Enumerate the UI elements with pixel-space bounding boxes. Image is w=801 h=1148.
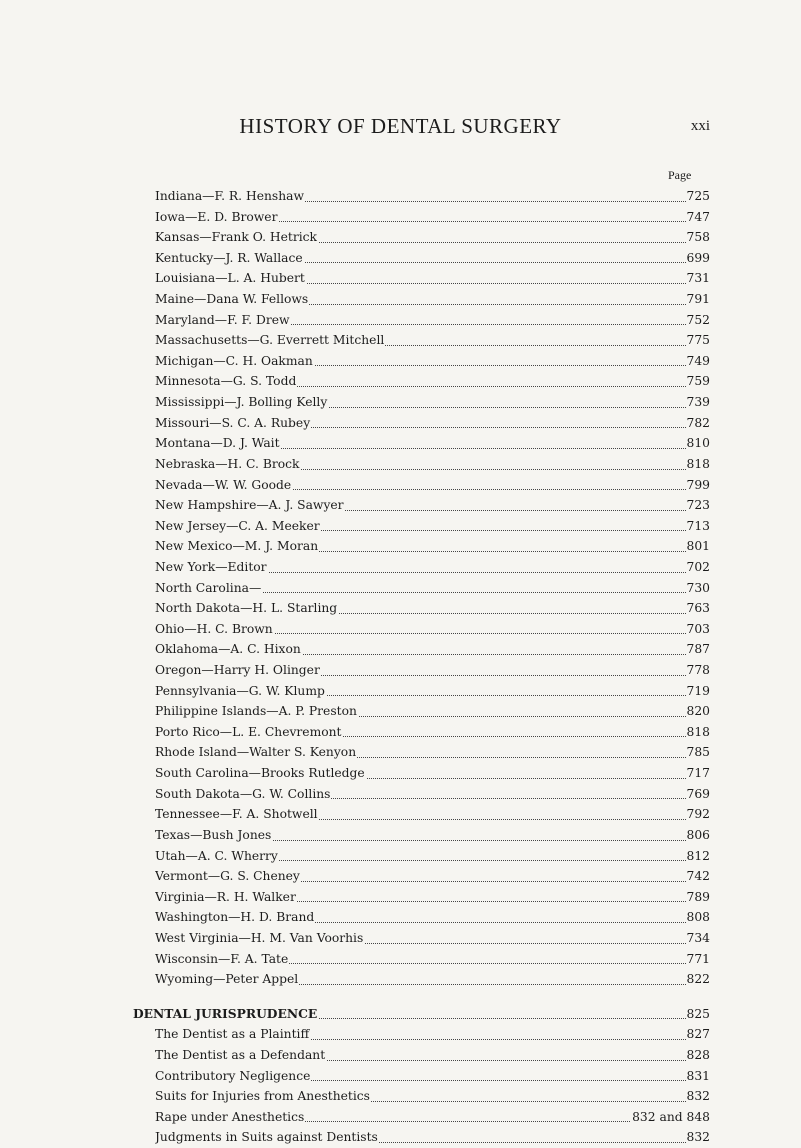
toc-entry [155, 207, 710, 228]
toc-entry [155, 536, 710, 557]
toc-entry-page: 832 [686, 1086, 710, 1107]
toc-entry [155, 1024, 710, 1045]
toc-entry [155, 578, 710, 599]
toc-entry [155, 310, 710, 331]
toc-entry [155, 413, 710, 434]
toc-entry-title: Missouri—S. C. A. Rubey [155, 415, 311, 430]
toc-entry-page: 752 [686, 310, 710, 331]
toc-entry [155, 804, 710, 825]
toc-entry-title: Nevada—W. W. Goode [155, 477, 292, 492]
toc-entry-title: Indiana—F. R. Henshaw [155, 189, 304, 203]
toc-entry-page: 749 [686, 351, 710, 372]
toc-entry-title: Wisconsin—F. A. Tate [155, 951, 289, 966]
toc-entry-page: 792 [686, 804, 710, 825]
toc-entry-page: 717 [686, 763, 710, 784]
toc-entry [155, 1127, 710, 1148]
toc-entry-title: Texas—Bush Jones [155, 827, 272, 842]
toc-entry [155, 1045, 710, 1066]
toc-entry-page: 719 [686, 681, 710, 702]
toc-entry [155, 1086, 710, 1107]
toc-entry [155, 887, 710, 908]
toc-entry-page: 827 [686, 1024, 710, 1045]
toc-entry-title: Oklahoma—A. C. Hixon [155, 642, 301, 657]
page-folio: xxi [690, 118, 710, 134]
toc-entry-title: Iowa—E. D. Brower [155, 209, 278, 224]
toc-entry-title: The Dentist as a Plaintiff [155, 1027, 310, 1042]
toc-entry-page: 787 [686, 639, 710, 660]
toc-entry-page: 713 [686, 516, 710, 537]
toc-entry [155, 722, 710, 743]
toc-entry [155, 371, 710, 392]
toc-entry-page: 832 [686, 1127, 710, 1148]
toc-entry [155, 928, 710, 949]
toc-entry-title: New Jersey—C. A. Meeker [155, 518, 320, 533]
toc-entry-page: 791 [686, 289, 710, 310]
toc-entry-title: New Mexico—M. J. Moran [155, 539, 319, 554]
toc-entry-title: Rape under Anesthetics [155, 1109, 305, 1124]
toc-entry [155, 866, 710, 887]
toc-entry [155, 660, 710, 681]
toc-entry [155, 268, 710, 289]
toc-entry [155, 907, 710, 928]
toc-entry [155, 763, 710, 784]
toc-entry-title: Ohio—H. C. Brown [155, 621, 273, 636]
toc-entry-title: North Dakota—H. L. Starling [155, 601, 338, 616]
toc-entry-title: Montana—D. J. Wait [155, 436, 280, 451]
toc-entry-page: 763 [686, 598, 710, 619]
toc-entry-page: 747 [686, 207, 710, 228]
toc-entry-title: Minnesota—G. S. Todd [155, 374, 297, 389]
state-entries-list [0, 186, 801, 990]
toc-entry [155, 433, 710, 454]
toc-entry-title: Massachusetts—G. Everrett Mitchell [155, 333, 385, 348]
toc-entry [155, 227, 710, 248]
toc-entry [155, 619, 710, 640]
toc-entry-page: 769 [686, 784, 710, 805]
toc-entry-title: Rhode Island—Walter S. Kenyon [155, 745, 357, 760]
toc-entry [155, 392, 710, 413]
toc-entry-page: 723 [686, 495, 710, 516]
toc-entry-title: The Dentist as a Defendant [155, 1047, 326, 1062]
toc-entry-title: Contributory Negligence [155, 1068, 311, 1083]
toc-entry [155, 1066, 710, 1087]
toc-entry-title: Michigan—C. H. Oakman [155, 353, 313, 368]
toc-entry [155, 475, 710, 496]
toc-entry-title: West Virginia—H. M. Van Voorhis [155, 930, 364, 945]
toc-entry-page: 730 [686, 578, 710, 599]
toc-entry [155, 681, 710, 702]
toc-entry-title: Vermont—G. S. Cheney [155, 869, 300, 884]
toc-entry-title: Washington—H. D. Brand [155, 910, 315, 925]
toc-entry [155, 495, 710, 516]
toc-entry [155, 289, 710, 310]
toc-entry-page: 703 [686, 619, 710, 640]
toc-entry-title: South Dakota—G. W. Collins [155, 786, 331, 801]
toc-entry-page: 725 [686, 186, 710, 207]
toc-entry-title: Kentucky—J. R. Wallace [155, 250, 303, 265]
toc-entry [155, 969, 710, 990]
toc-entry [155, 330, 710, 351]
toc-entry [155, 846, 710, 867]
toc-entry-page: 734 [686, 928, 710, 949]
toc-entry-title: South Carolina—Brooks Rutledge [155, 766, 365, 781]
section-gap [0, 990, 801, 1004]
toc-entry-page: 731 [686, 268, 710, 289]
toc-entry-page: 775 [686, 330, 710, 351]
toc-entry-title: Oregon—Harry H. Olinger [155, 663, 320, 678]
jurisprudence-entries-list [0, 1024, 801, 1148]
toc-entry [155, 784, 710, 805]
toc-entry-page: 828 [686, 1045, 710, 1066]
toc-entry-page: 789 [686, 887, 710, 908]
toc-entry-page: 806 [686, 825, 710, 846]
toc-entry-title: Nebraska—H. C. Brock [155, 456, 300, 471]
toc-entry-page: 759 [686, 371, 710, 392]
toc-entry [155, 639, 710, 660]
toc-entry-page: 739 [686, 392, 710, 413]
toc-entry-title: North Carolina— [155, 580, 262, 595]
toc-entry-title: Tennessee—F. A. Shotwell [155, 807, 318, 822]
toc-entry-page: 699 [686, 248, 710, 269]
toc-entry-page: 818 [686, 722, 710, 743]
toc-entry [155, 248, 710, 269]
toc-entry-page: 822 [686, 969, 710, 990]
toc-entry [155, 454, 710, 475]
toc-entry-title: Louisiana—L. A. Hubert [155, 271, 305, 286]
toc-entry-title: Kansas—Frank O. Hetrick [155, 230, 317, 245]
toc-entry-page: 812 [686, 846, 710, 867]
toc-entry [155, 949, 710, 970]
toc-entry [155, 1107, 710, 1128]
toc-entry-page: 742 [686, 866, 710, 887]
toc-entry-page: 778 [686, 660, 710, 681]
toc-entry-page: 820 [686, 701, 710, 722]
toc-entry-page: 702 [686, 557, 710, 578]
toc-entry-title: Mississippi—J. Bolling Kelly [155, 395, 328, 410]
toc-entry-page: 810 [686, 433, 710, 454]
toc-entry-title: New Hampshire—A. J. Sawyer [155, 498, 344, 513]
toc-entry-title: Maryland—F. F. Drew [155, 312, 290, 327]
toc-entry-page: 801 [686, 536, 710, 557]
toc-entry-title: Suits for Injuries from Anesthetics [155, 1089, 370, 1104]
toc-section-heading [133, 1004, 710, 1025]
toc-entry-page: 818 [686, 454, 710, 475]
running-header [0, 114, 801, 140]
toc-entry-title: Maine—Dana W. Fellows [155, 292, 309, 307]
toc-entry-title: Wyoming—Peter Appel [155, 972, 299, 987]
toc-entry-page: 831 [686, 1066, 710, 1087]
toc-entry [155, 701, 710, 722]
running-title: HISTORY OF DENTAL SURGERY [239, 114, 562, 138]
toc-entry [155, 825, 710, 846]
section-heading-title: DENTAL JURISPRUDENCE [133, 1005, 318, 1021]
toc-entry-title: Virginia—R. H. Walker [155, 889, 296, 904]
toc-entry-title: Utah—A. C. Wherry [155, 848, 278, 863]
section-heading-page: 825 [686, 1004, 710, 1025]
toc-entry-page: 782 [686, 413, 710, 434]
toc-entry-page: 758 [686, 227, 710, 248]
toc-entry-title: Philippine Islands—A. P. Preston [155, 704, 357, 719]
toc-entry-page: 799 [686, 475, 710, 496]
toc-entry-title: Judgments in Suits against Dentists [155, 1130, 378, 1145]
toc-entry [155, 598, 710, 619]
page-column-label: Page [668, 168, 692, 182]
toc-entry-title: New York—Editor [155, 559, 267, 574]
table-of-contents [0, 186, 801, 1148]
toc-entry [155, 186, 710, 207]
toc-entry-page: 832 and 848 [631, 1107, 710, 1128]
toc-entry-page: 771 [686, 949, 710, 970]
toc-entry [155, 351, 710, 372]
toc-entry [155, 742, 710, 763]
toc-entry-title: Pennsylvania—G. W. Klump [155, 683, 325, 698]
toc-entry [155, 557, 710, 578]
toc-entry-page: 808 [686, 907, 710, 928]
toc-entry-title: Porto Rico—L. E. Chevremont [155, 724, 342, 739]
toc-entry [155, 516, 710, 537]
toc-entry-page: 785 [686, 742, 710, 763]
